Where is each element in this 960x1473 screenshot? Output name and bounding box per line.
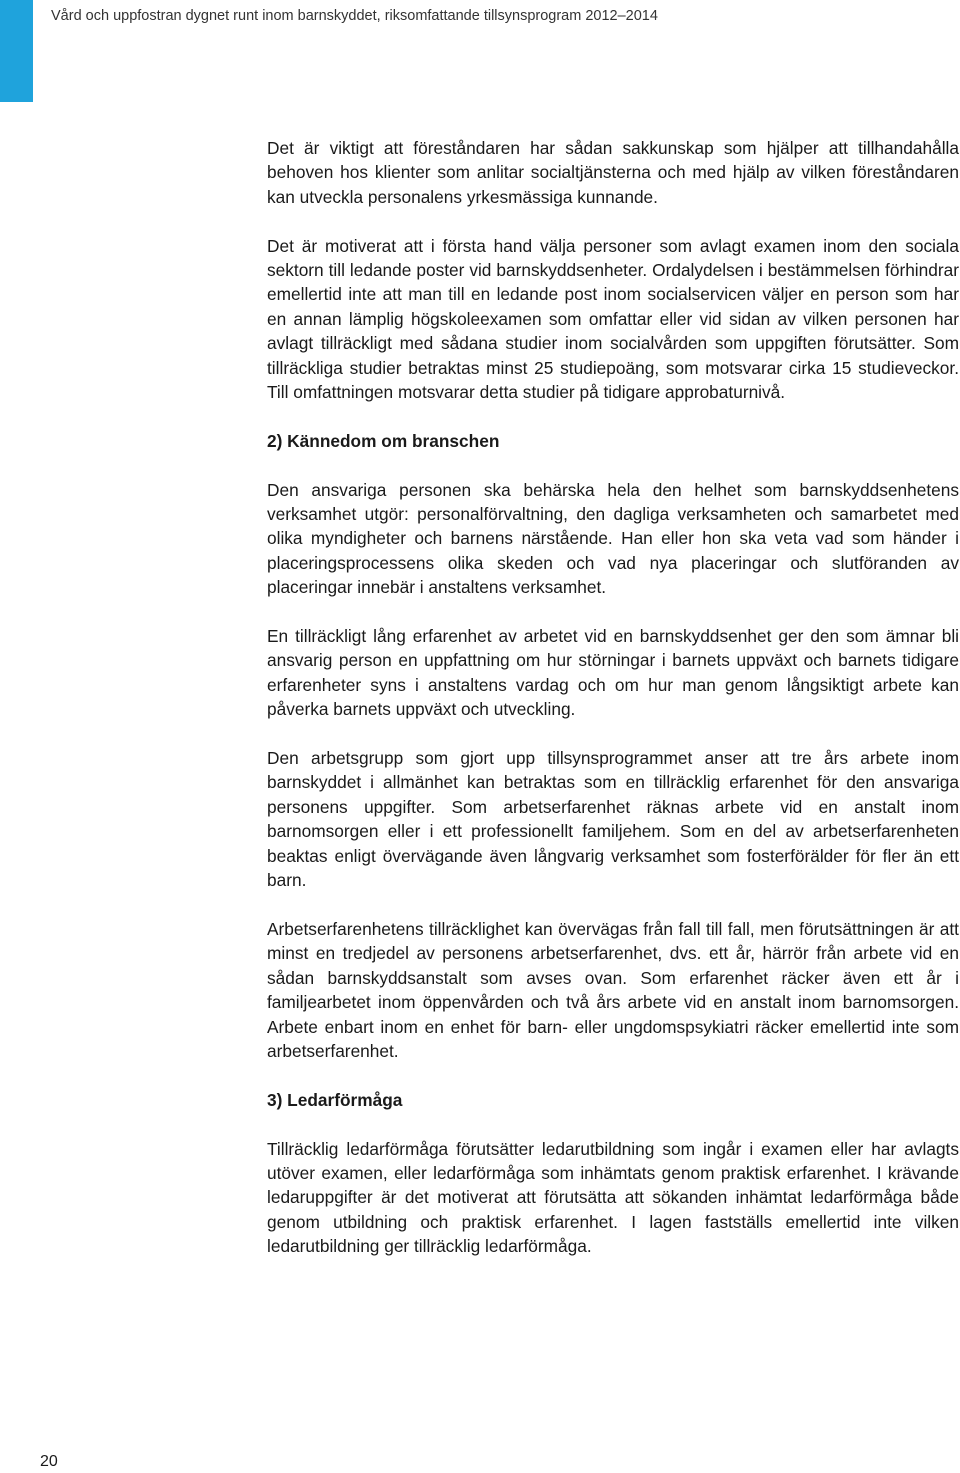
page-content [267, 136, 959, 1283]
section-heading: 2) Kännedom om branschen [267, 430, 500, 451]
paragraph: Det är viktigt att föreståndaren har sådan sakkunskap som hjälper att tillhandahålla behoven hos klienter som anlitar socialtjänsterna och med hjälp av vilken föreståndaren kan utveckla personalens yrkesmässiga kunnande. [267, 138, 959, 207]
paragraph: Tillräcklig ledarförmåga förutsätter ledarutbildning som ingår i examen eller har avlagts utöver examen, eller ledarförmåga som inhämtats genom praktisk erfarenhet. I krävande ledaruppgifter är det motiverat att förutsätta att sökanden inhämtat ledarförmåga både genom utbildning och praktisk erfarenhet. I lagen fastställs emellertid inte vilken ledarutbildning ger tillräcklig ledarförmåga. [267, 1138, 959, 1257]
running-header: Vård och uppfostran dygnet runt inom barnskyddet, riksomfattande tillsynsprogram 2012–2014 [51, 8, 658, 24]
paragraph: Arbetserfarenhetens tillräcklighet kan övervägas från fall till fall, men förutsättningen är att minst en tredjedel av personens arbetserfarenhet, dvs. ett år, härrör från arbete vid en sådan barnskyddsanstalt som avses ovan. Som erfarenhet räcker även ett år i familjearbetet inom öppenvården och två års arbete vid en anstalt inom barnomsorgen. Arbete enbart inom en enhet för barn- eller ungdomspsykiatri räcker emellertid inte som arbetserfarenhet. [267, 918, 959, 1061]
paragraph: Det är motiverat att i första hand välja personer som avlagt examen inom den sociala sektorn till ledande poster vid barnskyddsenheter. Ordalydelsen i bestämmelsen förhindrar emellertid inte att man till en ledande post inom socialservicen väljer en person som har en annan lämplig högskoleexamen som omfattar eller vid sidan av vilken personen har avlagt tillräckligt med sådana studier inom socialvården som uppgiften förutsätter. Som tillräckliga studier betraktas minst 25 studiepoäng, som motsvarar cirka 15 studieveckor. Till omfattningen motsvarar detta studier på tidigare approbaturnivå. [267, 235, 959, 403]
paragraph: Den ansvariga personen ska behärska hela den helhet som barnskyddsenhetens verksamhet utgör: personalförvaltning, den dagliga verksamheten och samarbetet med olika myndigheter och barnens närstående. Han eller hon ska veta vad som händer i placeringsprocessens olika skeden och vad nya placeringar och slutföranden av placeringar innebär i anstaltens verksamhet. [267, 479, 959, 598]
paragraph: En tillräckligt lång erfarenhet av arbetet vid en barnskyddsenhet ger den som ämnar bli ansvarig person en uppfattning om hur störningar i barnets uppväxt och barnets tidigare erfarenheter syns i anstaltens vardag och om hur man genom långsiktigt arbete kan påverka barnets uppväxt och utveckling. [267, 626, 959, 720]
section-heading: 3) Ledarförmåga [267, 1089, 403, 1110]
header-accent-bar [0, 0, 33, 102]
page-number: 20 [40, 1453, 58, 1470]
paragraph: Den arbetsgrupp som gjort upp tillsynsprogrammet anser att tre års arbete inom barnskyddet i allmänhet kan betraktas som en tillräcklig erfarenhet för den ansvariga personens uppgifter. Som arbetserfarenhet räknas arbete vid en anstalt inom barnomsorgen eller i ett professionellt familjehem. Som en del av arbetserfarenheten beaktas enligt övervägande även långvarig verksamhet som fosterförälder för fler än ett barn. [267, 748, 959, 891]
